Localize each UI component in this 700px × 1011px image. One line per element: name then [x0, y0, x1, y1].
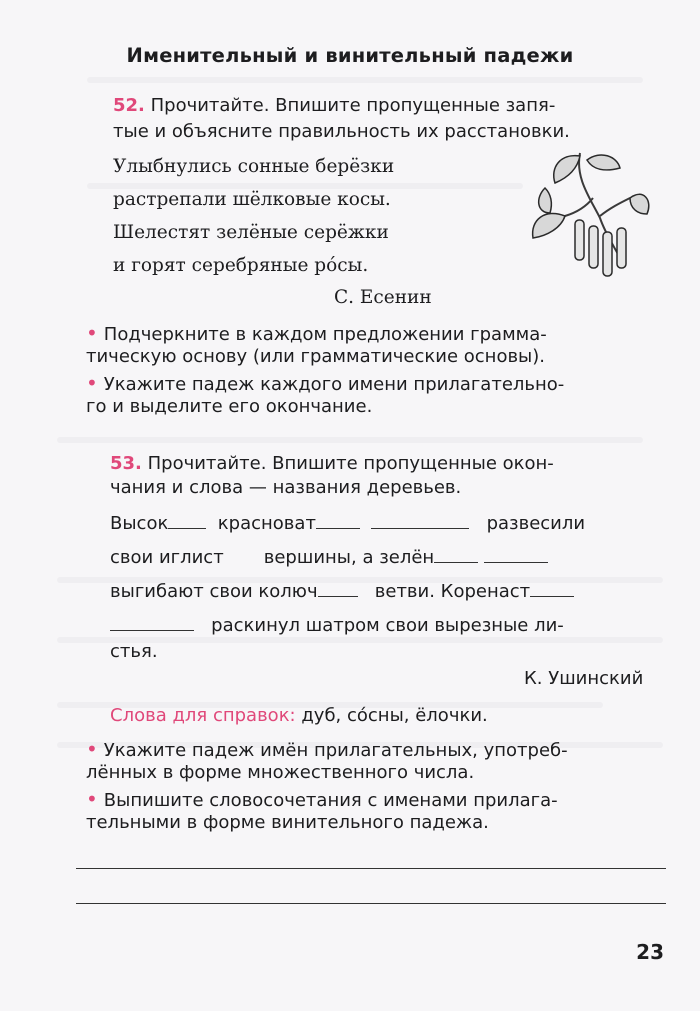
ex52-task2-line1 [86, 371, 564, 397]
ex52-author: С. Есенин [334, 287, 432, 308]
ex53-text-line1 [110, 512, 585, 536]
ex53-text-line5: стья. [110, 641, 158, 662]
ex52-task1-line1 [86, 321, 547, 347]
word-korenast: ветви. Коренаст [374, 581, 531, 602]
bullet-icon: • [86, 737, 98, 761]
word-vysok: Высок [110, 513, 169, 534]
blank-ending[interactable] [434, 561, 478, 563]
ex52-task1-text1: Подчеркните в каждом предложении граммa- [103, 324, 547, 345]
reference-label: Слова для справок: [110, 705, 296, 726]
word-iglist: свои иглист [110, 547, 224, 568]
answer-line[interactable] [76, 903, 666, 904]
word-koljuch: выгибают свои колюч [110, 581, 318, 602]
bullet-icon: • [86, 371, 98, 395]
reference-words [110, 704, 488, 728]
blank-ending[interactable] [316, 527, 360, 529]
ex53-task1-line1 [86, 737, 568, 763]
page-number: 23 [636, 940, 664, 964]
ex53-instruction-line2: чания и слова — названия деревьев. [110, 477, 462, 498]
ex52-task2-text1: Укажите падеж каждого имени прилагательно- [103, 374, 565, 395]
bullet-icon: • [86, 321, 98, 345]
poem-line-3: Шелестят зелёные серёжки [113, 222, 389, 243]
ex53-task1-line2: лённых в форме множественного числа. [86, 762, 475, 783]
blank-tree-name[interactable] [371, 527, 469, 529]
ex53-text-line3 [110, 580, 574, 604]
word-raskinul: раскинул шатром свои вырезные ли- [211, 615, 564, 636]
ex53-instruction-text1: Прочитайте. Впишите пропущенные окон- [147, 453, 554, 474]
ex53-text-line4 [110, 614, 564, 638]
ex53-task2-text1: Выпишите словосочетания с именами прилага- [103, 790, 558, 811]
poem-line-1: Улыбнулись сонные берёзки [113, 156, 395, 177]
bullet-icon: • [86, 787, 98, 811]
word-zelen: вершины, а зелён [263, 547, 435, 568]
word-razvesili: развесили [486, 513, 586, 534]
blank-tree-name[interactable] [484, 561, 548, 563]
ex53-task2-line2: тельными в форме винительного падежа. [86, 812, 489, 833]
ex53-task2-line1 [86, 787, 558, 813]
ex53-text-line2 [110, 546, 548, 570]
answer-line[interactable] [76, 868, 666, 869]
reference-list: дуб, со́сны, ёлочки. [301, 705, 488, 726]
birch-branch-icon [505, 148, 655, 288]
poem-line-4: и горят серебряные ро́сы. [113, 255, 369, 276]
ex53-number: 53. [110, 453, 142, 474]
word-krasnovat: красноват [217, 513, 316, 534]
poem-line-2: растрепали шёлковые косы. [113, 189, 391, 210]
blank-tree-name[interactable] [110, 629, 194, 631]
page-title: Именительный и винительный падежи [126, 44, 574, 67]
ex52-instruction-line2: тые и объясните правильность их расстановки. [113, 121, 570, 142]
blank-ending[interactable] [318, 595, 358, 597]
ex52-task2-line2: го и выделите его окончание. [86, 396, 373, 417]
ex52-number: 52. [113, 95, 145, 116]
blank-ending[interactable] [168, 527, 206, 529]
ex52-instruction-line1 [113, 94, 555, 118]
ex52-instruction-text1: Прочитайте. Впишите пропущенные запя- [150, 95, 556, 116]
blank-ending[interactable] [530, 595, 574, 597]
ex52-task1-line2: тическую основу (или грамматические основы). [86, 346, 546, 367]
ex53-author: К. Ушинский [524, 668, 644, 689]
ex53-instruction-line1 [110, 452, 554, 476]
ex53-task1-text1: Укажите падеж имён прилагательных, употреб- [103, 740, 568, 761]
